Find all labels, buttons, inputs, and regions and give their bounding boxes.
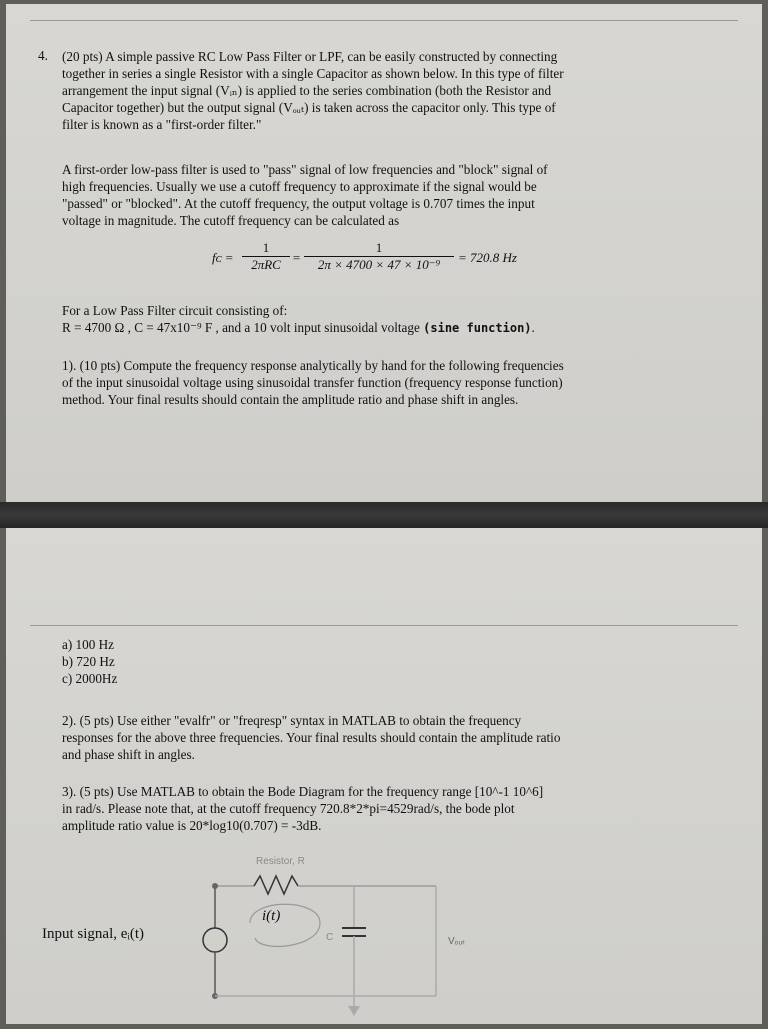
part-2-line: responses for the above three frequencies. Your final results should contain the amplitude ratio [62,730,561,745]
circuit-intro: For a Low Pass Filter circuit consisting of: [62,303,288,318]
frequency-item: b) 720 Hz [62,654,115,669]
frequency-item: c) 2000Hz [62,671,118,686]
cutoff-line: "passed" or "blocked". At the cutoff frequency, the output voltage is 0.707 times the input [62,196,535,211]
formula-denominator: 2πRC [242,256,290,273]
cutoff-line: A first-order low-pass filter is used to "pass" signal of low frequencies and "block" signal of [62,162,548,177]
part-1-line: of the input sinusoidal voltage using sinusoidal transfer function (frequency response function) [62,375,563,390]
ground-icon [348,1006,360,1016]
rc-circuit-diagram [0,828,768,1024]
circuit-params [62,302,535,337]
part-2-line: and phase shift in angles. [62,747,195,762]
intro-paragraph [62,48,564,133]
circuit-values [62,319,535,337]
intro-line: filter is known as a "first-order filter." [62,117,262,132]
output-label: Vₒᵤₜ [448,936,466,947]
capacitor-label: C [326,932,334,943]
table-line [30,20,738,21]
formula-numerator: 1 [262,240,270,255]
frequency-item: a) 100 Hz [62,637,114,652]
voltage-source-icon [203,928,227,952]
formula-lhs: fᴄ = [212,250,234,265]
formula-fraction-1 [242,240,290,273]
sine-function-label: (sine function) [423,321,532,335]
intro-line: Capacitor together) but the output signal (Vₒᵤₜ) is taken across the capacitor only. This type of [62,100,556,115]
part-3-line: 3). (5 pts) Use MATLAB to obtain the Bode Diagram for the frequency range [10^-1 10^6] [62,784,544,799]
cutoff-line: high frequencies. Usually we use a cutoff frequency to approximate if the signal would be [62,179,537,194]
input-signal-label: Input signal, eᵢ(t) [42,926,145,942]
frequency-list [62,636,117,687]
current-loop-arrow-icon [250,904,320,946]
part-1-line: method. Your final results should contain the amplitude ratio and phase shift in angles. [62,392,519,407]
table-line [30,625,738,626]
part-3-line: in rad/s. Please note that, at the cutoff frequency 720.8*2*pi=4529rad/s, the bode plot [62,801,515,816]
formula-denominator: 2π × 4700 × 47 × 10⁻⁹ [304,256,454,273]
intro-line: (20 pts) A simple passive RC Low Pass Filter or LPF, can be easily constructed by connecting [62,49,558,64]
intro-line: arrangement the input signal (Vᵢₙ) is applied to the series combination (both the Resistor and [62,83,552,98]
part-1-line: 1). (10 pts) Compute the frequency response analytically by hand for the following frequencies [62,358,564,373]
part-2-line: 2). (5 pts) Use either "evalfr" or "freqresp" syntax in MATLAB to obtain the frequency [62,713,522,728]
formula-result: = 720.8 Hz [458,250,517,265]
intro-line: together in series a single Resistor with a single Capacitor as shown below. In this type of filter [62,66,564,81]
part-3-line: amplitude ratio value is 20*log10(0.707) = -3dB. [62,818,322,833]
part-3 [62,783,543,834]
formula-numerator: 1 [375,240,383,255]
part-2 [62,712,560,763]
cutoff-line: voltage in magnitude. The cutoff frequency can be calculated as [62,213,400,228]
current-label: i(t) [262,908,281,924]
input-node-icon [212,883,218,889]
resistor-label: Resistor, R [256,856,305,867]
problem-number: 4. [38,48,48,63]
params-suffix: . [531,320,535,335]
cutoff-paragraph [62,161,548,229]
formula-equals: = [292,250,301,265]
formula-fraction-2 [304,240,454,273]
resistor-icon [254,876,298,894]
params-text: R = 4700 Ω , C = 47x10⁻⁹ F , and a 10 volt input sinusoidal voltage [62,320,420,335]
part-1 [62,357,564,408]
divider-bar [0,502,768,528]
